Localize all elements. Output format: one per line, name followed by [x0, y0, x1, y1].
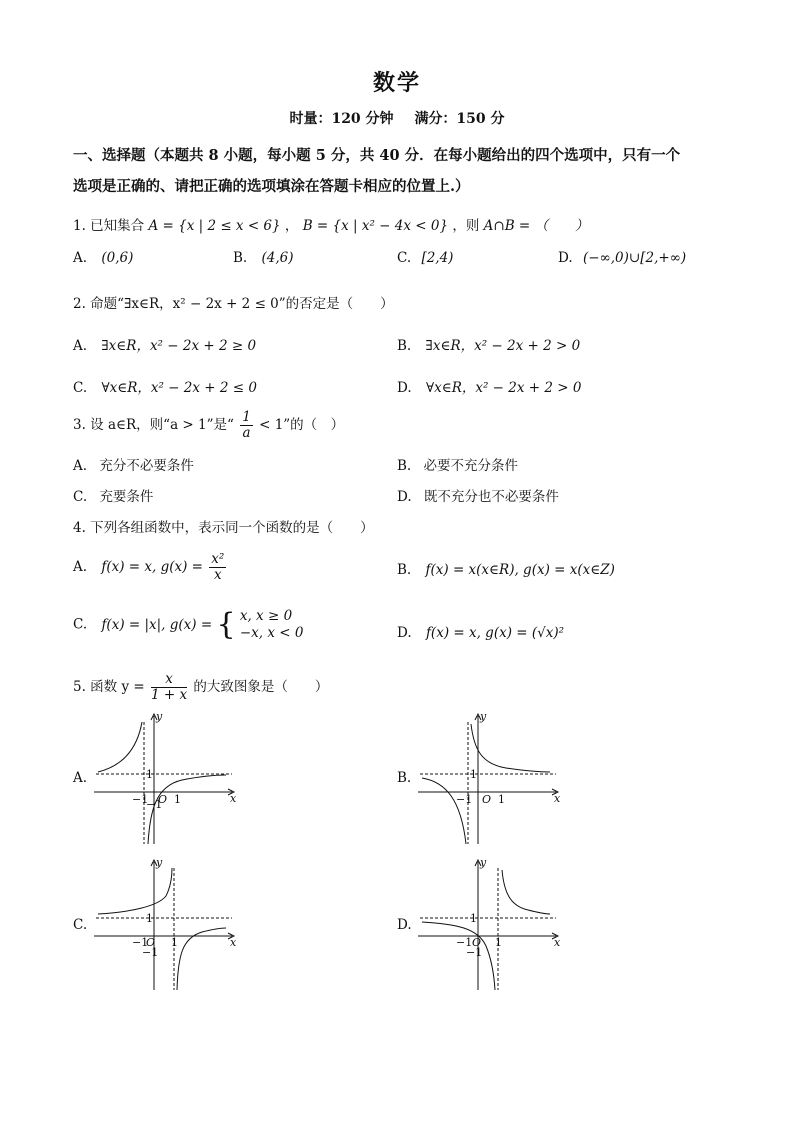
- x-label: x: [230, 936, 237, 949]
- question-3-stem: [73, 410, 344, 441]
- q3-option-a-label: A.: [73, 458, 88, 474]
- q4-piecewise: [240, 608, 304, 642]
- q2-option-a-label: A.: [73, 338, 88, 354]
- q1-option-b-label: B.: [233, 250, 248, 266]
- q2-option-a[interactable]: [73, 334, 256, 354]
- q5-option-d-label[interactable]: D.: [397, 917, 412, 933]
- q3-option-b-text: 必要不充分条件: [423, 458, 519, 474]
- q1-option-c-label: C.: [397, 250, 412, 266]
- q1-option-c[interactable]: [397, 250, 453, 266]
- q3-option-c-label: C.: [73, 489, 88, 505]
- q5-frac-den: 1 + x: [151, 687, 188, 703]
- q5-option-c-label[interactable]: C.: [73, 917, 88, 933]
- q1-option-d-text: (−∞,0)∪[2,+∞): [582, 250, 687, 266]
- curve-right-branch: [177, 928, 226, 990]
- q2-option-a-text: ∃x∈R，x² − 2x + 2 ≥ 0: [101, 338, 257, 354]
- q4-option-d[interactable]: [397, 625, 564, 641]
- q5-fraction: [151, 672, 187, 703]
- question-2-stem: 2. 命题“∃x∈R，x² − 2x + 2 ≤ 0”的否定是（ ）: [73, 296, 394, 312]
- q4-option-a[interactable]: [73, 552, 228, 583]
- tick-y-one: 1: [470, 912, 477, 925]
- q4-option-a-fraction: [209, 552, 226, 583]
- section-heading-line-1: 一、选择题（本题共 8 小题，每小题 5 分，共 40 分．在每小题给出的四个选项中，只有一个: [73, 147, 681, 164]
- q3-option-d-text: 既不充分也不必要条件: [423, 489, 559, 505]
- q5-graph-a[interactable]: [92, 710, 242, 850]
- q2-option-c-label: C.: [73, 380, 88, 396]
- y-label: y: [156, 856, 163, 869]
- x-label: x: [554, 792, 561, 805]
- q2-option-c[interactable]: [73, 376, 257, 396]
- q5-frac-num: x: [151, 672, 187, 688]
- y-label: y: [480, 710, 487, 723]
- tick-y-neg-one: −1: [146, 798, 163, 811]
- q3-fraction: [240, 410, 253, 441]
- tick-y-one: 1: [146, 912, 153, 925]
- q3-stem-b: < 1”的（ ）: [259, 417, 345, 433]
- tick-x-neg-one: −1: [456, 936, 473, 949]
- tick-x-one: 1: [498, 793, 505, 806]
- q1-expr: A∩B = （ ）: [483, 218, 589, 234]
- q1-option-a[interactable]: [73, 250, 133, 266]
- curve-left-branch: [98, 868, 172, 914]
- q3-option-d-label: D.: [397, 489, 412, 505]
- q1-option-d-label: D.: [558, 250, 573, 266]
- question-4-stem: 4. 下列各组函数中，表示同一个函数的是（ ）: [73, 520, 374, 536]
- tick-x-neg-one: −1: [132, 793, 149, 806]
- q4-option-a-text: f(x) = x, g(x) =: [101, 559, 203, 575]
- q3-option-c-text: 充要条件: [99, 489, 154, 505]
- x-label: x: [230, 792, 237, 805]
- origin-label: O: [472, 936, 482, 949]
- q2-option-d[interactable]: [397, 376, 581, 396]
- tick-y-one: 1: [146, 768, 153, 781]
- q3-frac-den: a: [242, 425, 251, 441]
- tick-x-one: 1: [174, 793, 181, 806]
- q4-option-c[interactable]: [73, 608, 303, 642]
- exam-meta: [0, 108, 794, 128]
- tick-x-one: 1: [495, 936, 502, 949]
- tick-y-neg-one: −1: [466, 946, 483, 959]
- q3-option-d[interactable]: [397, 485, 559, 505]
- q2-option-b[interactable]: [397, 334, 580, 354]
- question-5-stem: [73, 672, 328, 703]
- q2-option-d-label: D.: [397, 380, 412, 396]
- x-label: x: [554, 936, 561, 949]
- y-label: y: [480, 856, 487, 869]
- q1-option-a-label: A.: [73, 250, 88, 266]
- q1-option-d[interactable]: [558, 250, 686, 266]
- origin-label: O: [482, 793, 492, 806]
- q1-set-b: B = {x | x² − 4x < 0}: [302, 218, 449, 234]
- curve-left-branch: [422, 922, 495, 990]
- q5-graph-c[interactable]: [92, 856, 242, 996]
- q4-option-d-label: D.: [397, 625, 412, 641]
- q3-option-b-label: B.: [397, 458, 412, 474]
- q1-option-b-text: (4,6): [261, 250, 294, 266]
- q1-tail: ，则: [452, 218, 480, 234]
- q5-graph-b[interactable]: [416, 710, 566, 850]
- full-score: 满分：150 分: [414, 111, 505, 127]
- q3-stem-a: 3. 设 a∈R，则“a > 1”是“: [73, 417, 234, 433]
- page-title: 数学: [372, 70, 421, 96]
- q4-a-frac-num: x²: [211, 551, 225, 567]
- q4-option-d-text: f(x) = x, g(x) = (√x)²: [425, 625, 565, 641]
- y-label: y: [156, 710, 163, 723]
- q2-option-b-label: B.: [397, 338, 412, 354]
- tick-y-neg-one: −1: [142, 946, 159, 959]
- q5-option-a-label[interactable]: A.: [73, 770, 88, 786]
- q1-option-a-text: (0,6): [101, 250, 134, 266]
- q4-option-b-label: B.: [397, 562, 412, 578]
- curve-right-branch: [502, 870, 550, 914]
- q3-option-c[interactable]: [73, 485, 153, 505]
- curve-left-branch: [98, 722, 142, 772]
- q4-a-frac-den: x: [213, 567, 222, 583]
- q1-option-c-text: [2,4): [421, 250, 454, 266]
- q5-stem-a: 5. 函数 y =: [73, 679, 145, 695]
- q2-option-d-text: ∀x∈R，x² − 2x + 2 > 0: [425, 380, 582, 396]
- tick-y-one: 1: [470, 768, 477, 781]
- section-heading-line-2: 选项是正确的、请把正确的选项填涂在答题卡相应的位置上.）: [73, 178, 470, 195]
- q4-brace-icon: {: [216, 607, 236, 642]
- question-1-stem: [73, 214, 589, 234]
- q4-case-2: −x, x < 0: [239, 625, 304, 641]
- q5-option-b-label[interactable]: B.: [397, 770, 412, 786]
- tick-x-one: 1: [171, 936, 178, 949]
- q2-option-b-text: ∃x∈R，x² − 2x + 2 > 0: [425, 338, 581, 354]
- q1-lead: 1. 已知集合: [73, 218, 145, 234]
- q2-option-c-text: ∀x∈R，x² − 2x + 2 ≤ 0: [101, 380, 257, 396]
- q4-option-a-label: A.: [73, 559, 88, 575]
- q5-stem-b: 的大致图象是（ ）: [193, 679, 329, 695]
- q4-option-b-text: f(x) = x(x∈R), g(x) = x(x∈Z): [425, 562, 615, 578]
- q1-set-a: A = {x | 2 ≤ x < 6}: [148, 218, 281, 234]
- q3-option-b[interactable]: [397, 454, 518, 474]
- q3-option-a-text: 充分不必要条件: [99, 458, 194, 474]
- tick-x-neg-one: −1: [456, 793, 473, 806]
- origin-label: O: [158, 793, 168, 806]
- q4-option-c-text: f(x) = |x|, g(x) =: [101, 616, 213, 633]
- q4-case-1: x, x ≥ 0: [239, 608, 293, 624]
- section-heading: [73, 140, 733, 202]
- q3-frac-num: 1: [242, 409, 251, 425]
- time-limit: 时量：120 分钟: [289, 111, 394, 127]
- q1-option-b[interactable]: [233, 250, 294, 266]
- curve-left-branch: [422, 778, 466, 844]
- tick-x-neg-one: −1: [132, 936, 149, 949]
- curve-right-branch: [471, 724, 550, 772]
- q1-comma: ，: [284, 218, 299, 234]
- origin-label: O: [146, 936, 156, 949]
- q3-option-a[interactable]: [73, 454, 194, 474]
- q4-option-c-label: C.: [73, 616, 88, 633]
- q4-option-b[interactable]: [397, 562, 615, 578]
- q5-graph-d[interactable]: [416, 856, 566, 996]
